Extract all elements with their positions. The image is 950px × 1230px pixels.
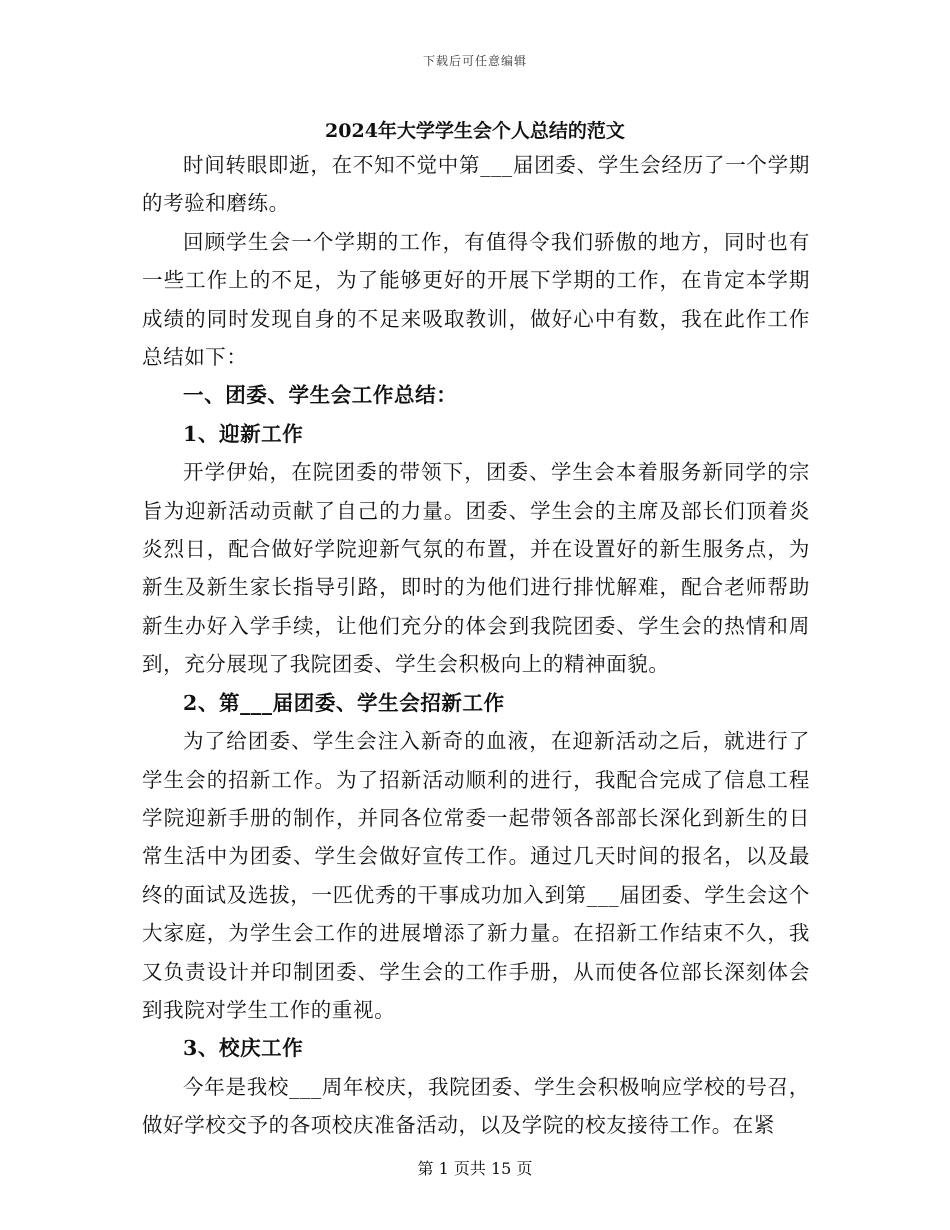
subsection-heading: 1、迎新工作 [183, 421, 304, 446]
paragraph: 回顾学生会一个学期的工作，有值得令我们骄傲的地方，同时也有一些工作上的不足，为了能够更好的开展下学期的工作，在肯定本学期成绩的同时发现自身的不足来吸取教训，做好心中有数，我在此作工作总结如下： [142, 229, 810, 370]
page-header: 下载后可任意编辑 [422, 54, 527, 68]
subsection-heading: 3、校庆工作 [183, 1036, 304, 1061]
paragraph: 今年是我校___周年校庆，我院团委、学生会积极响应学校的号召，做好学校交予的各项校庆准备活动，以及学院的校友接待工作。在紧 [142, 1074, 810, 1138]
paragraph: 开学伊始，在院团委的带领下，团委、学生会本着服务新同学的宗旨为迎新活动贡献了自己的力量。团委、学生会的主席及部长们顶着炎炎烈日，配合做好学院迎新气氛的布置，并在设置好的新生服务点，为新生及新生家长指导引路，即时的为他们进行排忧解难，配合老师帮助新生办好入学手续，让他们充分的体会到我院团委、学生会的热情和周到，充分展现了我院团委、学生会积极向上的精神面貌。 [142, 460, 810, 677]
subsection-heading: 2、第___届团委、学生会招新工作 [183, 690, 505, 715]
document-body [142, 146, 810, 1145]
page-number: 第 1 页共 15 页 [417, 1159, 533, 1178]
paragraph: 为了给团委、学生会注入新奇的血液，在迎新活动之后，就进行了学生会的招新工作。为了招新活动顺利的进行，我配合完成了信息工程学院迎新手册的制作，并同各位常委一起带领各部部长深化到新生的日常生活中为团委、学生会做好宣传工作。通过几天时间的报名，以及最终的面试及选拔，一匹优秀的干事成功加入到第___届团委、学生会这个大家庭，为学生会工作的进展增添了新力量。在招新工作结束不久，我又负责设计并印制团委、学生会的工作手册，从而使各位部长深刻体会到我院对学生工作的重视。 [142, 729, 810, 1022]
section-heading: 一、团委、学生会工作总结： [183, 383, 458, 408]
document-title: 2024年大学学生会个人总结的范文 [325, 120, 625, 142]
paragraph: 时间转眼即逝，在不知不觉中第___届团委、学生会经历了一个学期的考验和磨练。 [142, 153, 810, 216]
